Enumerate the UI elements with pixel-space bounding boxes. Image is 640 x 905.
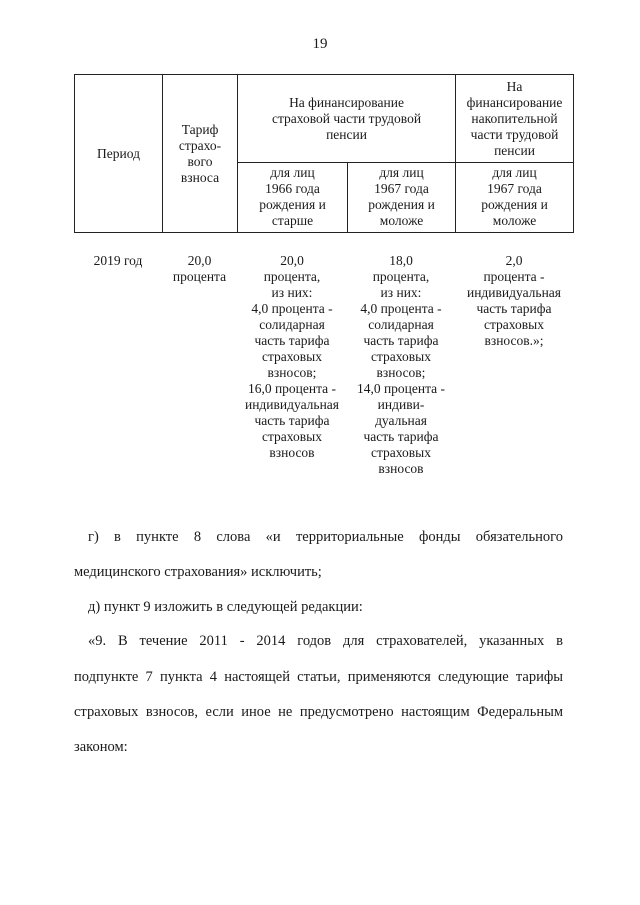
paragraph-9-line-4: законом: [74, 739, 128, 755]
header-insurance-part: На финансирование страховой части трудовой пенсии [238, 75, 456, 163]
tariff-table-header [74, 74, 574, 233]
paragraph-g-line-2: медицинского страхования» исключить; [74, 564, 322, 580]
paragraph-g-line-1: г) в пункте 8 слова «и территориальные фонды обязательного [88, 529, 563, 545]
header-1967-and-younger-funded: для лиц 1967 года рождения и моложе [456, 163, 574, 233]
header-1967-and-younger-insurance: для лиц 1967 года рождения и моложе [348, 163, 456, 233]
header-funded-part: На финансирование накопительной части трудовой пенсии [456, 75, 574, 163]
paragraph-9-line-1: «9. В течение 2011 - 2014 годов для страхователей, указанных в [88, 633, 563, 649]
row-1967-and-younger-funded: 2,0 процента - индивидуальная часть тарифа страховых взносов.»; [466, 253, 561, 348]
page-number: 19 [312, 36, 328, 52]
row-tariff: 20,0 процента [172, 253, 227, 284]
paragraph-9-line-2: подпункте 7 пункта 4 настоящей статьи, применяются следующие тарифы [74, 669, 563, 685]
header-period: Период [75, 75, 163, 233]
header-tariff: Тариф страхо- вого взноса [163, 75, 238, 233]
paragraph-9-line-3: страховых взносов, если иное не предусмотрено настоящим Федеральным [74, 704, 563, 720]
row-1967-and-younger-insurance: 18,0 процента, из них: 4,0 процента - солидарная часть тарифа страховых взносов; 14,0 процента - индиви- дуальная часть тарифа страховых взносов [356, 253, 446, 476]
header-1966-and-older: для лиц 1966 года рождения и старше [238, 163, 348, 233]
row-period: 2019 год [93, 253, 143, 268]
paragraph-d: д) пункт 9 изложить в следующей редакции: [88, 599, 363, 615]
row-1966-and-older: 20,0 процента, из них: 4,0 процента - солидарная часть тарифа страховых взносов; 16,0 процента - индивидуальная часть тарифа страховых взносов [244, 253, 339, 460]
